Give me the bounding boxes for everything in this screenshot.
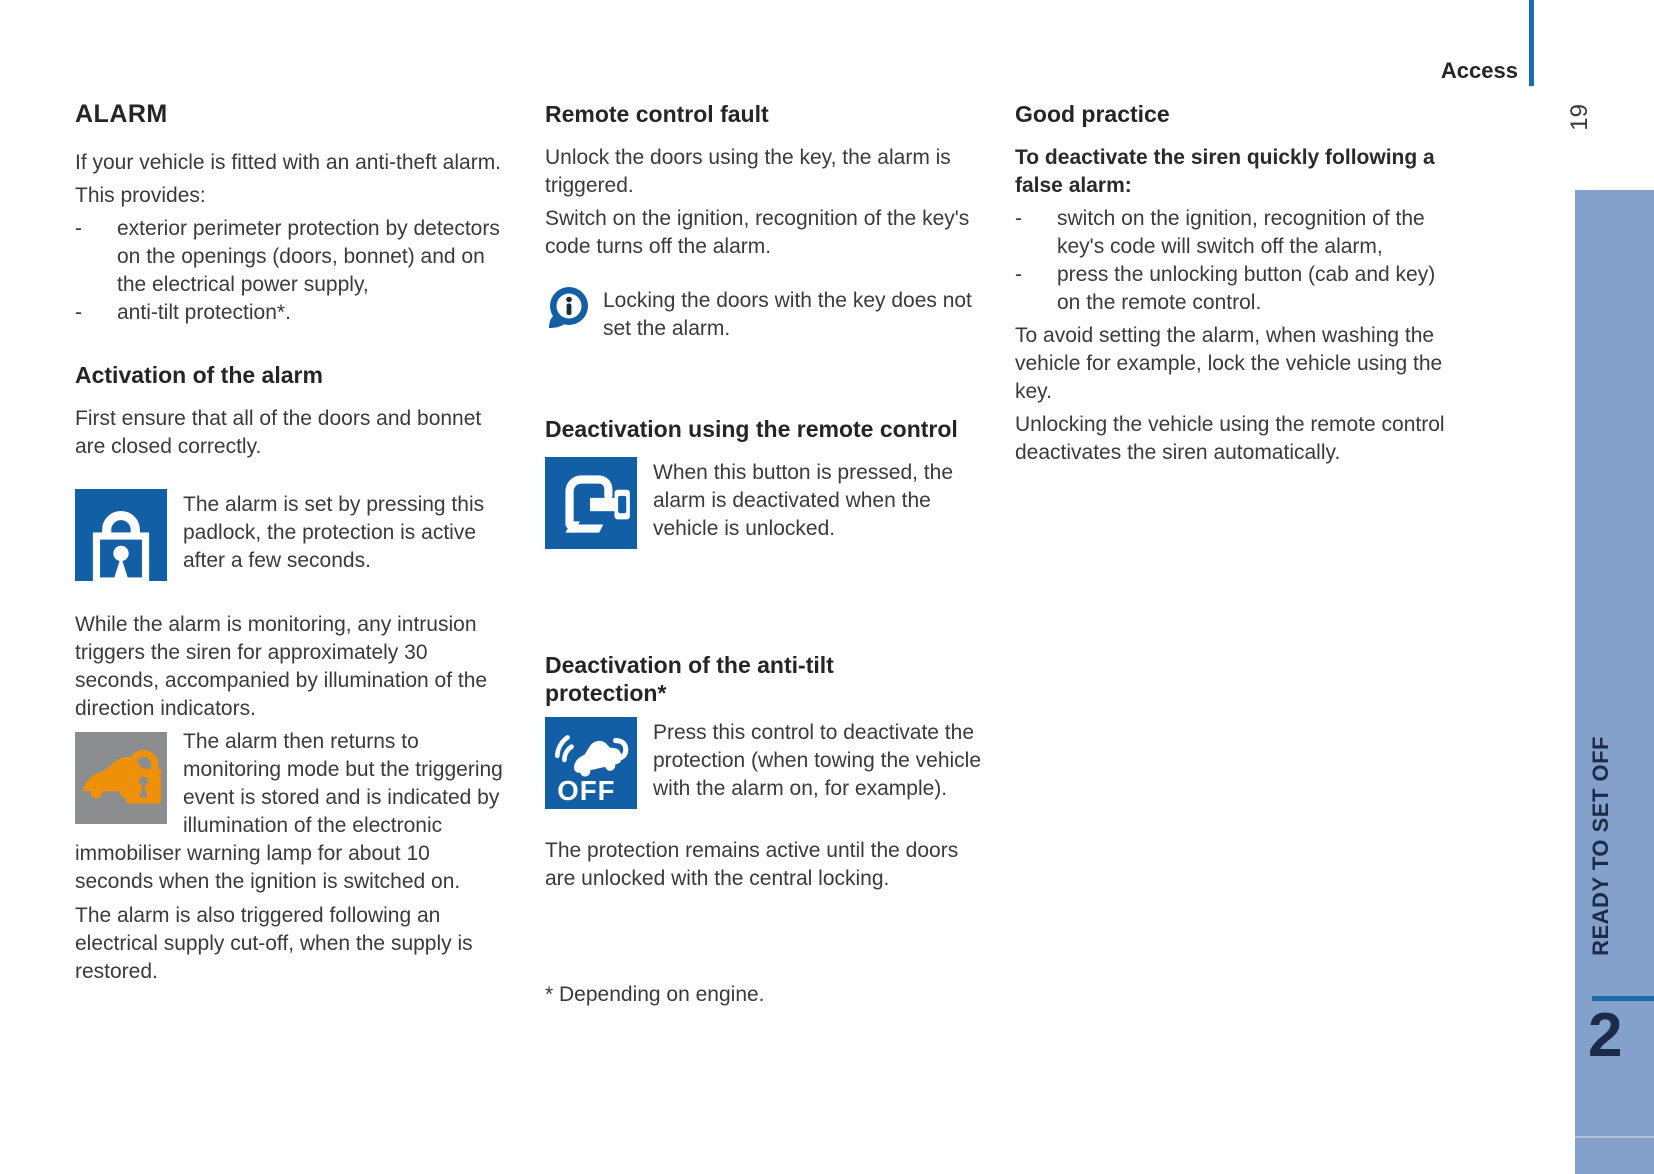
- column-remote-control: [545, 100, 987, 898]
- list-item-text: exterior perimeter protection by detectors on the openings (doors, bonnet) and on the electrical power supply,: [117, 217, 500, 296]
- header-accent-rule: [1529, 0, 1534, 86]
- list-item: [75, 215, 513, 299]
- column-good-practice: [1015, 100, 1463, 472]
- chapter-number: 2: [1588, 1001, 1623, 1070]
- info-icon: [545, 285, 591, 331]
- bullet-dash: -: [75, 301, 82, 324]
- list-item-text: anti-tilt protection*.: [117, 301, 291, 324]
- bullet-dash: -: [1015, 263, 1022, 286]
- paragraph: If your vehicle is fitted with an anti-theft alarm.: [75, 151, 502, 174]
- section-heading: Activation of the alarm: [75, 362, 323, 388]
- car-lock-alarm-stored-icon: [75, 732, 167, 824]
- lead-paragraph: To deactivate the siren quickly following a false alarm:: [1015, 146, 1435, 197]
- padlock-instruction: [75, 489, 513, 581]
- anti-tilt-off-icon: [545, 717, 637, 809]
- column-alarm: [75, 100, 513, 991]
- paragraph: This provides:: [75, 184, 206, 207]
- bullet-dash: -: [1015, 207, 1022, 230]
- remote-unlock-instruction: [545, 457, 987, 549]
- chapter-tab-label: READY TO SET OFF: [1588, 736, 1613, 956]
- list-item-text: switch on the ignition, recognition of the key's code will switch off the alarm,: [1057, 207, 1425, 258]
- paragraph: To avoid setting the alarm, when washing the vehicle for example, lock the vehicle using the key.: [1015, 324, 1443, 403]
- paragraph: Unlock the doors using the key, the alarm is triggered.: [545, 146, 951, 197]
- anti-tilt-off-instruction: [545, 717, 987, 809]
- alarm-stored-instruction: [75, 728, 513, 896]
- instruction-text: Press this control to deactivate the protection (when towing the vehicle with the alarm on, for example).: [653, 721, 982, 800]
- paragraph: The protection remains active until the doors are unlocked with the central locking.: [545, 839, 959, 890]
- paragraph: While the alarm is monitoring, any intrusion triggers the siren for approximately 30 seconds, accompanied by illumination of the direction indicators.: [75, 613, 488, 720]
- off-icon-label: OFF: [557, 774, 616, 806]
- sidebar-divider: [1575, 1136, 1654, 1138]
- info-note-text: Locking the doors with the key does not set the alarm.: [603, 289, 972, 340]
- paragraph: First ensure that all of the doors and bonnet are closed correctly.: [75, 407, 482, 458]
- list-item-text: press the unlocking button (cab and key) on the remote control.: [1057, 263, 1436, 314]
- section-heading: Good practice: [1015, 101, 1170, 127]
- remote-unlock-icon: [545, 457, 637, 549]
- list-item: [1015, 205, 1463, 261]
- list-item: [75, 299, 513, 327]
- info-note: [545, 285, 987, 343]
- padlock-icon: [75, 489, 167, 581]
- instruction-text: When this button is pressed, the alarm is deactivated when the vehicle is unlocked.: [653, 461, 953, 540]
- paragraph: Unlocking the vehicle using the remote control deactivates the siren automatically.: [1015, 413, 1445, 464]
- paragraph: Switch on the ignition, recognition of the key's code turns off the alarm.: [545, 207, 970, 258]
- section-header: Access: [1440, 58, 1518, 83]
- bullet-dash: -: [75, 217, 82, 240]
- footnote: * Depending on engine.: [545, 983, 765, 1006]
- list-item: [1015, 261, 1463, 317]
- instruction-text: The alarm then returns to monitoring mode but the triggering event is stored and is indicated by illumination of the electronic immobiliser warning lamp for about 10 seconds when the ignition is switched on.: [75, 730, 503, 893]
- page-title: ALARM: [75, 100, 168, 128]
- section-heading: Remote control fault: [545, 101, 769, 127]
- section-heading: Deactivation of the anti-tilt protection*: [545, 652, 834, 706]
- page-number: 19: [1566, 104, 1593, 131]
- section-heading: Deactivation using the remote control: [545, 416, 958, 442]
- instruction-text: The alarm is set by pressing this padlock, the protection is active after a few seconds.: [183, 493, 485, 572]
- paragraph: The alarm is also triggered following an electrical supply cut-off, when the supply is restored.: [75, 904, 473, 983]
